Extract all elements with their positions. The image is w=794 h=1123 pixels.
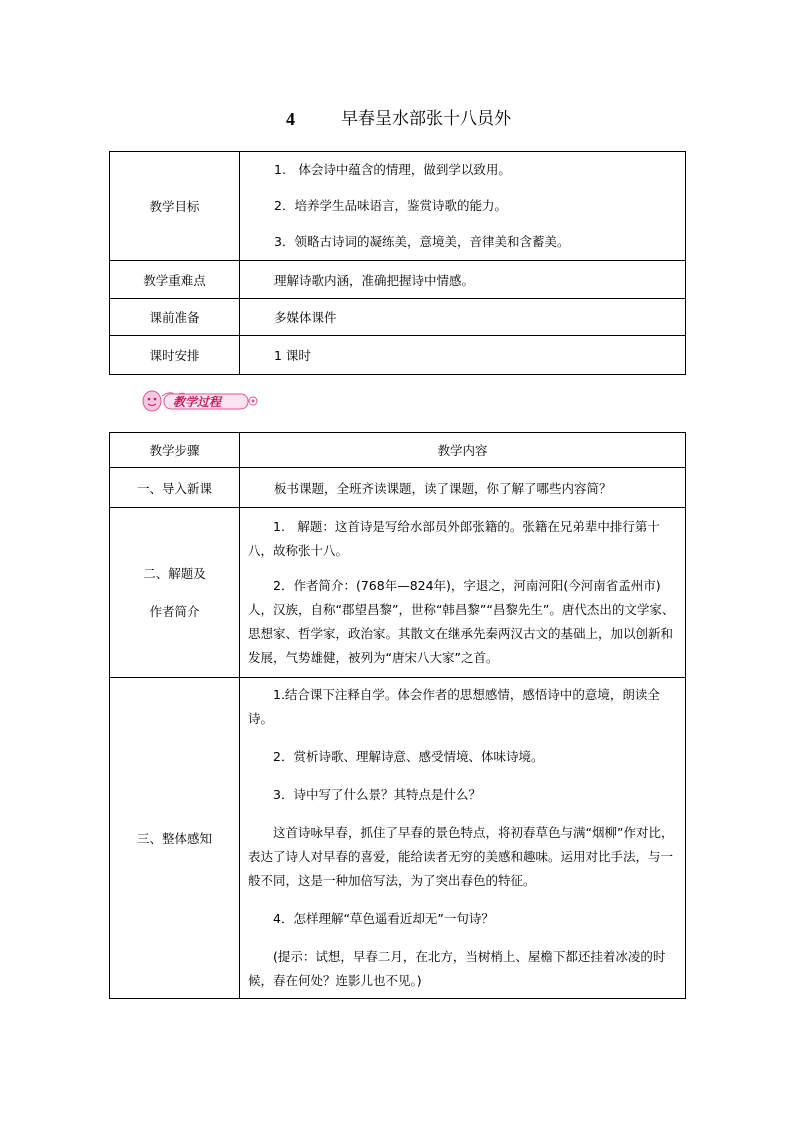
step-label-line: 二、解题及 [143,565,206,581]
table-row [110,508,686,678]
header-content: 教学内容 [240,433,686,468]
banner-text: 教学过程 [173,395,222,409]
content-paragraph: 2．赏析诗歌、理解诗意、感受情境、体味诗境。 [273,749,544,764]
lesson-title-text: 早春呈水部张十八员外 [341,109,511,129]
table-row [110,678,686,999]
table-row [110,336,686,375]
content-paragraph: 1. 解题：这首诗是写给水部员外郎张籍的。张籍在兄弟辈中排行第十八，故称张十八。 [248,519,660,558]
step-label-line: 作者简介 [149,603,200,619]
content-paragraph: 4．怎样理解“草色遥看近却无”一句诗？ [273,911,494,926]
lesson-info-table [109,151,686,375]
table-row [110,299,686,336]
table-row [110,468,686,508]
step-label-background [110,508,240,678]
step-label-intro: 一、导入新课 [110,468,240,508]
objective-item: 2．培养学生品味语言，鉴赏诗歌的能力。 [274,198,507,213]
step-content-overview [240,678,686,999]
content-paragraph: 2．作者简介：(768年—824年)，字退之，河南河阳(今河南省孟州市)人，汉族，自称“郡望昌黎”，世称“韩昌黎”“昌黎先生”。唐代杰出的文学家、思想家、哲学家，政治家。其散文在继承先秦两汉古文的基础上，加以创新和发展，气势雄健，被列为“唐宋八大家”之首。 [248,578,675,665]
header-steps: 教学步骤 [110,433,240,468]
schedule-content: 1 课时 [240,336,686,375]
teaching-process-table [109,432,686,999]
table-row [110,152,686,261]
lesson-number: 4 [286,109,295,129]
table-header-row [110,433,686,468]
content-paragraph: 1.结合课下注释自学。体会作者的思想感情，感悟诗中的意境，朗读全诗。 [248,687,660,726]
step-label-overview: 三、整体感知 [110,678,240,999]
step-content-intro: 板书课题，全班齐读课题，读了课题，你了解了哪些内容简？ [240,468,686,508]
lesson-title [0,104,794,134]
teaching-process-banner [140,388,260,414]
row-label-schedule: 课时安排 [110,336,240,375]
row-label-key-points: 教学重难点 [110,261,240,299]
key-points-content: 理解诗歌内涵，准确把握诗中情感。 [240,261,686,299]
content-paragraph: 这首诗咏早春，抓住了早春的景色特点，将初春草色与满“烟柳”作对比，表达了诗人对早春的喜爱，能给读者无穷的美感和趣味。运用对比手法，与一般不同，这是一种加倍写法，为了突出春色的特征。 [248,825,674,888]
row-label-objectives: 教学目标 [110,152,240,261]
preparation-content: 多媒体课件 [240,299,686,336]
objective-item: 3．领略古诗词的凝练美，意境美，音律美和含蓄美。 [274,234,570,249]
step-content-background [240,508,686,678]
banner-graphic [140,388,260,414]
table-row [110,261,686,299]
objectives-content [240,152,686,261]
content-paragraph: 3．诗中写了什么景？其特点是什么？ [273,787,481,802]
objective-item: 1. 体会诗中蕴含的情理，做到学以致用。 [274,162,511,177]
content-paragraph: (提示：试想，早春二月，在北方，当树梢上、屋檐下都还挂着冰凌的时候，春在何处？连影儿也不见。) [248,949,666,988]
row-label-preparation: 课前准备 [110,299,240,336]
